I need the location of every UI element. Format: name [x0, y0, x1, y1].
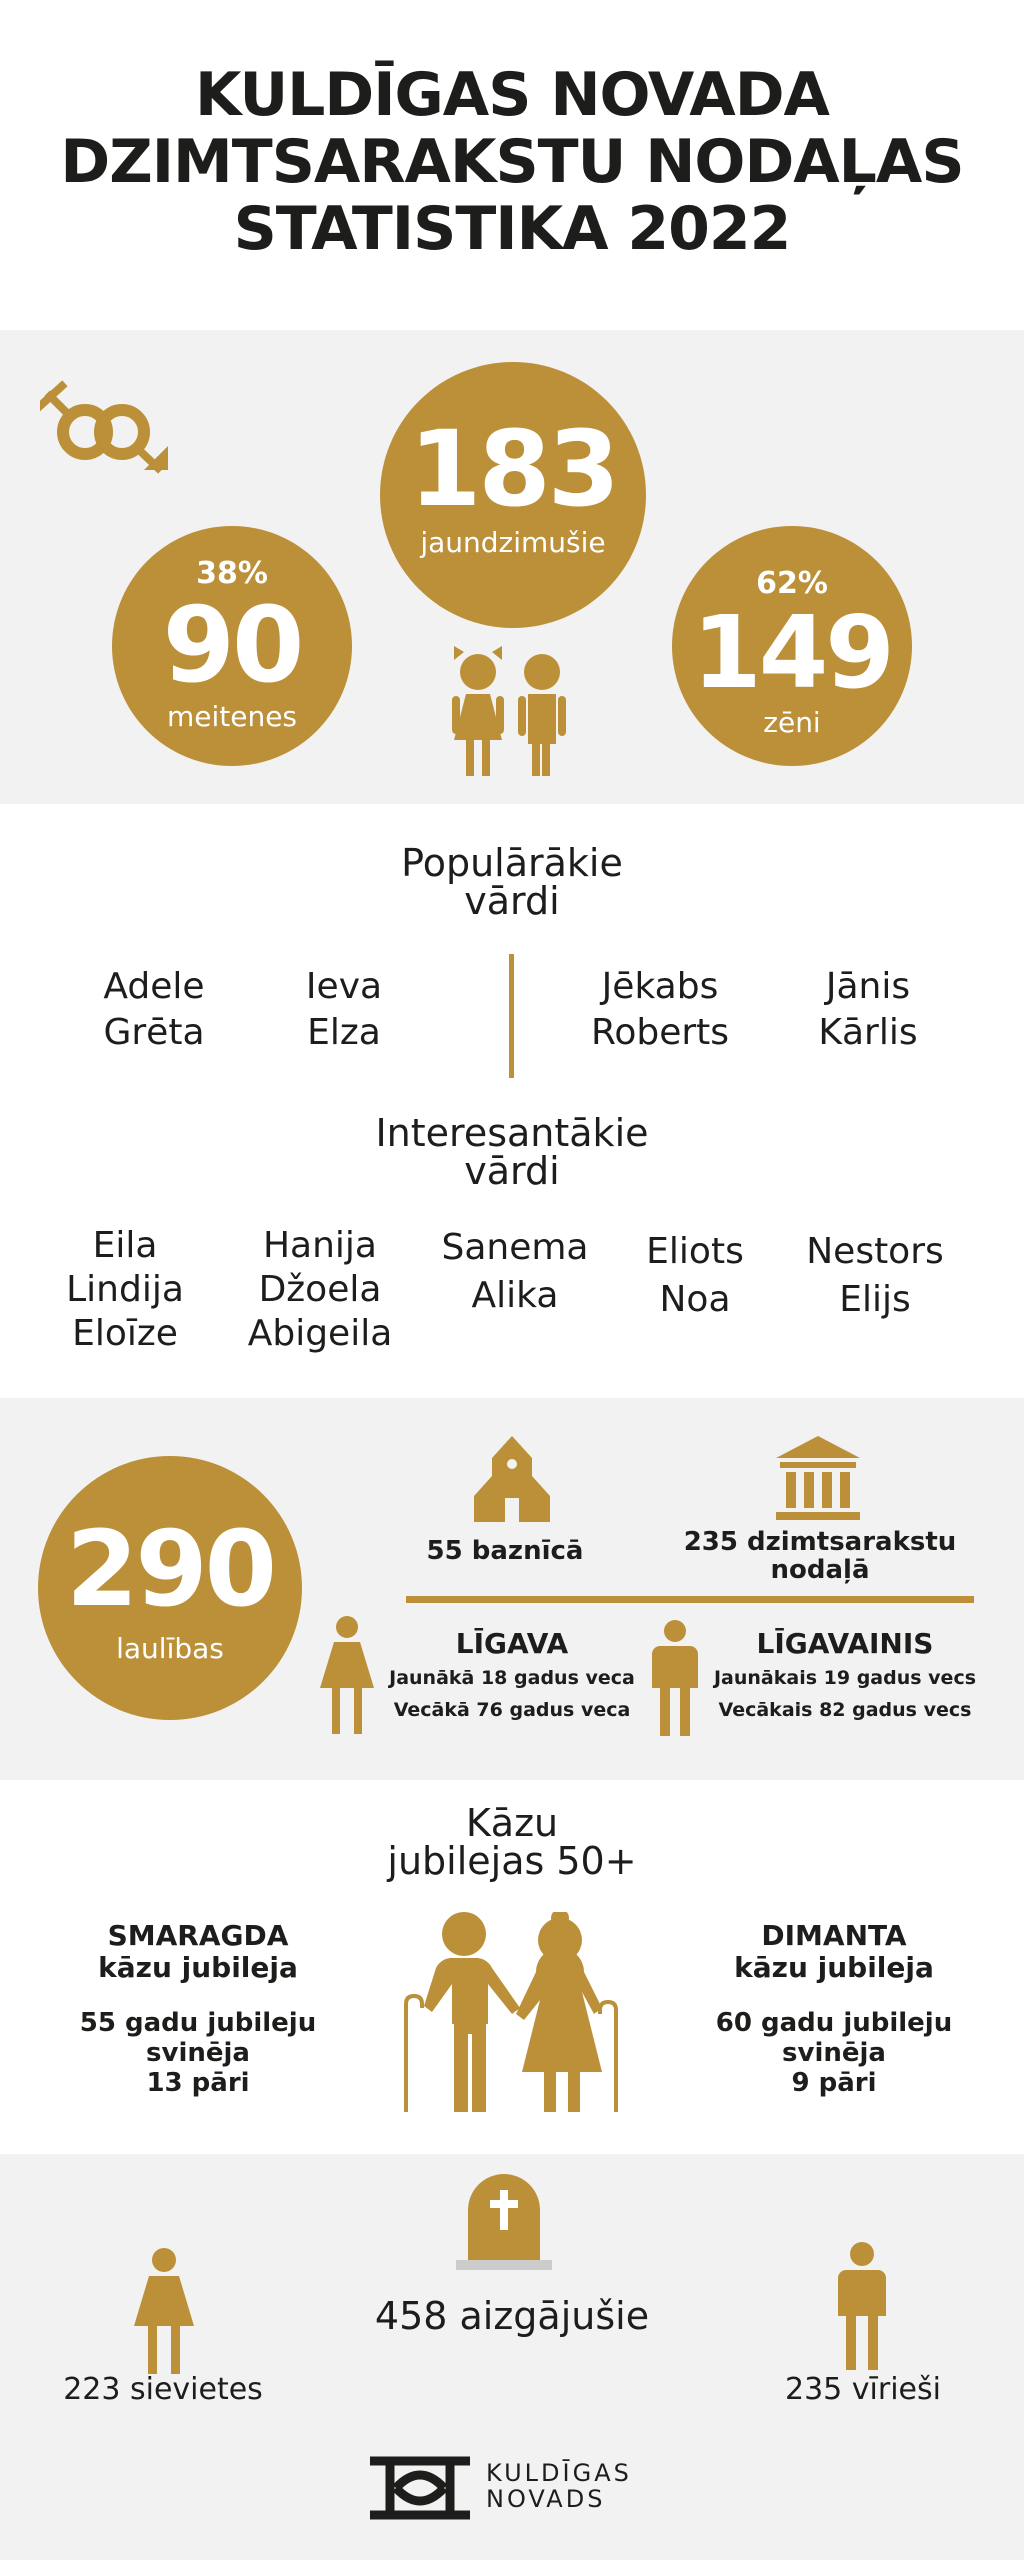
name-item: Grēta — [103, 1012, 205, 1053]
name-item: Eila — [92, 1225, 158, 1266]
popular-title-line1: Populārākie — [401, 841, 623, 885]
bride-title: LĪGAVA — [455, 1627, 569, 1660]
title-line-3: STATISTIKA 2022 — [233, 194, 791, 264]
diamond-text-2: svinēja — [782, 2038, 886, 2068]
logo-line2: NOVADS — [486, 2485, 606, 2513]
newborns-count: 183 — [408, 408, 618, 530]
name-item: Roberts — [590, 1012, 730, 1053]
kuldiga-logo-icon — [370, 2456, 470, 2520]
boys-circle — [672, 526, 912, 766]
diamond-title-2: kāzu jubileja — [734, 1951, 934, 1984]
diamond-text-1: 60 gadu jubileju — [715, 2008, 953, 2038]
tombstone-cross-icon — [456, 2172, 552, 2270]
logo-text — [486, 2460, 666, 2512]
name-item: Eliots — [646, 1231, 744, 1272]
births-section — [0, 330, 1024, 804]
emerald-text-2: svinēja — [146, 2038, 250, 2068]
jubilees-section — [0, 1780, 1024, 2154]
boys-label: zēni — [763, 706, 821, 739]
bride-youngest: Jaunākā 18 gadus veca — [389, 1667, 635, 1689]
popular-names-title — [0, 841, 1024, 923]
emerald-title-2: kāzu jubileja — [98, 1951, 298, 1984]
girls-circle — [112, 526, 352, 766]
name-item: Sanema — [441, 1227, 589, 1268]
registry-line2: nodaļā — [770, 1555, 870, 1585]
name-item: Adele — [103, 966, 205, 1007]
girl-boy-icon — [440, 644, 580, 776]
kuldiga-logo — [370, 2454, 670, 2524]
title-line-2: DZIMTSARAKSTU NODAĻAS — [60, 127, 964, 197]
name-item: Alika — [471, 1275, 559, 1316]
name-item: Noa — [659, 1279, 731, 1320]
bride-oldest: Vecākā 76 gadus veca — [393, 1699, 631, 1721]
name-item: Nestors — [806, 1231, 944, 1272]
name-item: Abigeila — [247, 1313, 393, 1354]
name-item: Hanija — [262, 1225, 377, 1266]
registry-count — [660, 1528, 980, 1584]
interesting-title-line1: Interesantākie — [375, 1111, 649, 1155]
page-title — [0, 62, 1024, 263]
logo-line1: KULDĪGAS — [486, 2459, 632, 2487]
names-divider — [509, 954, 514, 1078]
marriages-circle — [38, 1456, 302, 1720]
name-item: Elza — [307, 1012, 381, 1053]
church-count: 55 baznīcā — [426, 1536, 584, 1566]
popular-boys-col2 — [778, 964, 958, 1056]
girls-label: meitenes — [166, 700, 298, 733]
emerald-text-3: 13 pāri — [146, 2068, 250, 2098]
registry-building-icon — [776, 1436, 860, 1520]
woman-icon — [134, 2248, 194, 2374]
deaths-total: 458 aizgājušie — [374, 2294, 650, 2338]
title-line-1: KULDĪGAS NOVADA — [195, 60, 829, 130]
boys-count: 149 — [692, 594, 892, 711]
deaths-section — [0, 2154, 1024, 2560]
diamond-title-1: DIMANTA — [761, 1919, 907, 1952]
interesting-title-line2: vārdi — [464, 1149, 560, 1193]
jubilees-title — [0, 1801, 1024, 1883]
marriages-label: laulības — [116, 1632, 224, 1665]
interesting-col4 — [615, 1228, 775, 1324]
woman-icon — [320, 1616, 374, 1734]
groom-info — [700, 1626, 990, 1726]
jubilees-title-line1: Kāzu — [465, 1801, 559, 1845]
name-item: Jānis — [825, 966, 911, 1007]
emerald-text-1: 55 gadu jubileju — [79, 2008, 317, 2038]
groom-title: LĪGAVAINIS — [756, 1627, 934, 1660]
groom-youngest: Jaunākais 19 gadus vecs — [713, 1667, 977, 1689]
popular-girls-col2 — [254, 964, 434, 1056]
name-item: Kārlis — [818, 1012, 918, 1053]
interesting-col3 — [425, 1224, 605, 1320]
name-item: Džoela — [258, 1269, 382, 1310]
emerald-jubilee — [50, 1920, 346, 2098]
diamond-text-3: 9 pāri — [791, 2068, 877, 2098]
newborns-label: jaundzimušie — [420, 526, 606, 559]
girls-percent: 38% — [196, 556, 268, 591]
men-count: 235 vīrieši — [785, 2372, 941, 2407]
name-item: Ieva — [305, 966, 383, 1007]
interesting-col5 — [785, 1228, 965, 1324]
girls-count: 90 — [162, 584, 302, 706]
name-item: Elijs — [839, 1279, 911, 1320]
newborns-circle — [380, 362, 646, 628]
name-item: Lindija — [66, 1269, 184, 1310]
man-icon — [652, 1620, 698, 1736]
popular-boys-col1 — [560, 964, 760, 1056]
marriages-count: 290 — [65, 1508, 275, 1630]
man-icon — [838, 2242, 886, 2370]
popular-girls-col1 — [64, 964, 244, 1056]
interesting-col1 — [40, 1224, 210, 1356]
popular-title-line2: vārdi — [464, 879, 560, 923]
marriage-divider — [406, 1596, 974, 1603]
header — [0, 0, 1024, 330]
interesting-names-title — [0, 1111, 1024, 1193]
gender-symbols-icon — [40, 380, 175, 480]
emerald-title-1: SMARAGDA — [107, 1919, 289, 1952]
name-item: Jēkabs — [601, 966, 719, 1007]
church-icon — [474, 1436, 550, 1522]
groom-oldest: Vecākais 82 gadus vecs — [718, 1699, 972, 1721]
women-count: 223 sievietes — [63, 2372, 263, 2407]
name-item: Eloīze — [72, 1313, 178, 1354]
diamond-jubilee — [688, 1920, 980, 2098]
boys-percent: 62% — [756, 566, 828, 601]
registry-line1: 235 dzimtsarakstu — [683, 1527, 957, 1557]
names-section — [0, 804, 1024, 1398]
jubilees-title-line2: jubilejas 50+ — [387, 1839, 637, 1883]
marriages-section — [0, 1398, 1024, 1780]
interesting-col2 — [225, 1224, 415, 1356]
elderly-couple-icon — [392, 1912, 632, 2112]
bride-info — [380, 1626, 644, 1726]
